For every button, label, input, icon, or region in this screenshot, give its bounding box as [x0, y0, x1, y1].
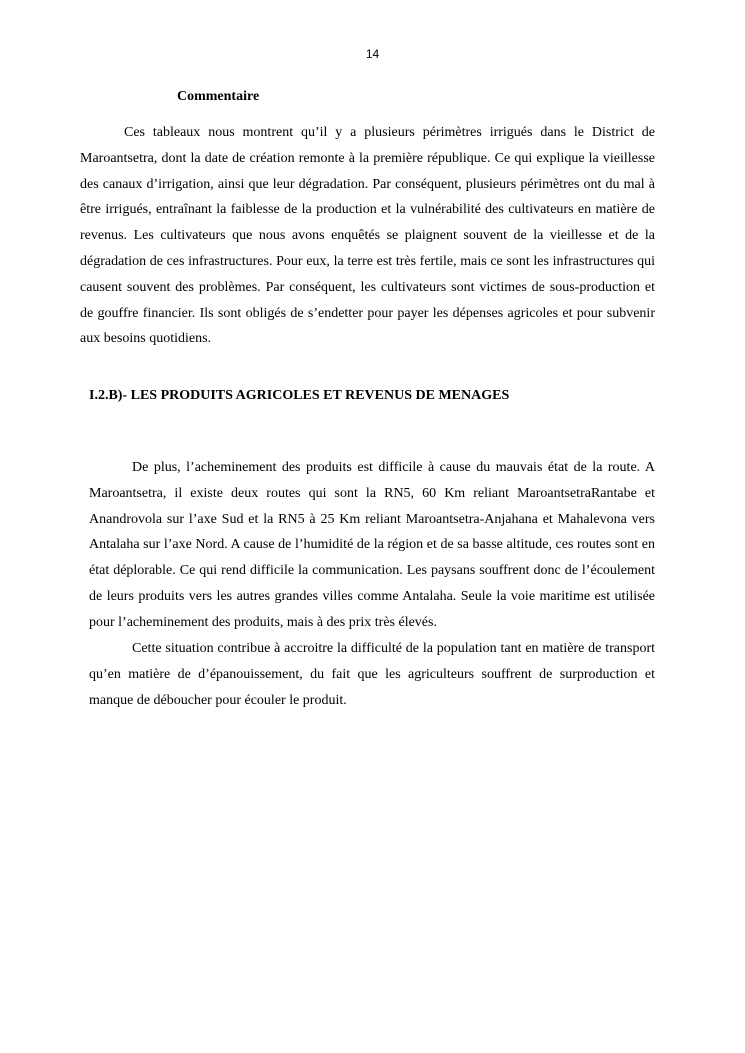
- page-number: 14: [365, 47, 380, 61]
- section-paragraph-1: De plus, l’acheminement des produits est difficile à cause du mauvais état de la route. A Maroantsetra, il existe deux routes qui sont la RN5, 60 Km reliant MaroantsetraRantabe et Anandrovola sur l’axe Sud et la RN5 à 25 Km reliant Maroantsetra-Anjahana et Mahalevona vers Antalaha sur l’axe Nord. A cause de l’humidité de la région et de sa basse altitude, ces routes sont en état déplorable. Ce qui rend difficile la communication. Les paysans souffrent donc de l’écoulement de leurs produits vers les autres grandes villes comme Antalaha. Seule la voie maritime est utilisée pour l’acheminement des produits, mais à des prix très élevés.: [89, 460, 655, 630]
- commentaire-heading: Commentaire: [177, 89, 260, 104]
- section-title: I.2.B)- LES PRODUITS AGRICOLES ET REVENUS DE MENAGES: [89, 388, 510, 403]
- section-paragraph-2: Cette situation contribue à accroitre la difficulté de la population tant en matière de transport qu’en matière de d’épanouissement, du fait que les agriculteurs souffrent de surproduction et manque de déboucher pour écouler le produit.: [89, 641, 655, 708]
- commentaire-paragraph: Ces tableaux nous montrent qu’il y a plusieurs périmètres irrigués dans le District de Maroantsetra, dont la date de création remonte à la première république. Ce qui explique la vieillesse des canaux d’irrigation, ainsi que leur dégradation. Par conséquent, plusieurs périmètres ont du mal à être irrigués, entraînant la faiblesse de la production et la vulnérabilité des cultivateurs en matière de revenus. Les cultivateurs que nous avons enquêtés se plaignent souvent de la vieillesse et de la dégradation de ces infrastructures. Pour eux, la terre est très fertile, mais ce sont les infrastructures qui causent souvent des problèmes. Par conséquent, les cultivateurs sont victimes de sous-production et de gouffre financier. Ils sont obligés de s’endetter pour payer les dépenses agricoles et pour subvenir aux besoins quotidiens.: [80, 125, 655, 347]
